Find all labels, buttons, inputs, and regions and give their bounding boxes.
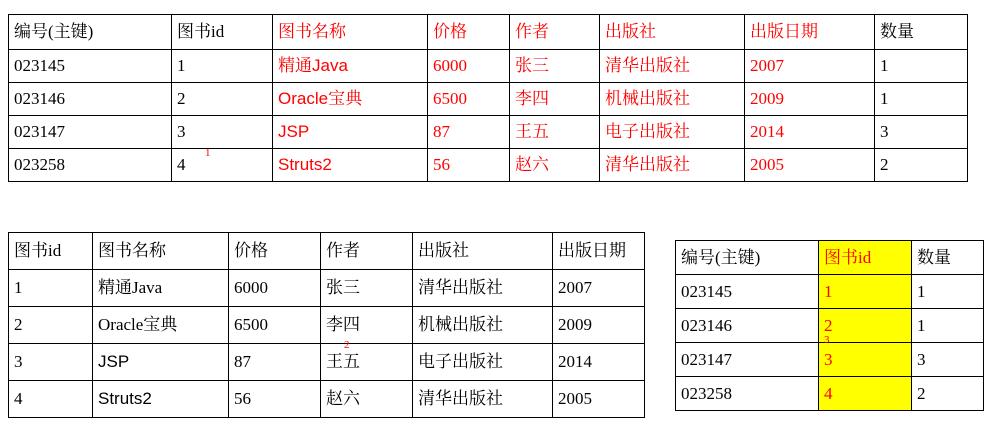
cell-book-id: 1 [819,275,912,309]
table-row [9,270,645,307]
stock-table-container [675,240,984,411]
cell-id: 023258 [9,149,172,182]
cell-author: 赵六 [510,149,600,182]
column-header: 图书名称 [93,233,229,270]
table-row [676,377,984,411]
cell-quantity: 3 [912,343,984,377]
cell-publisher: 清华出版社 [600,149,745,182]
cell-publish-date: 2007 [745,50,875,83]
cell-quantity: 1 [875,83,968,116]
column-header: 价格 [229,233,321,270]
books-table-container [8,232,645,418]
cell-id: 023145 [9,50,172,83]
cell-book-name: Struts2 [93,381,229,418]
books-table [8,232,645,418]
column-header: 编号(主键) [676,241,819,275]
table-row [9,83,968,116]
cell-book-name: JSP [273,116,428,149]
cell-book-name: Oracle宝典 [273,83,428,116]
cell-quantity: 1 [912,275,984,309]
cell-publish-date: 2014 [745,116,875,149]
cell-book-name: Struts2 [273,149,428,182]
cell-price: 6000 [229,270,321,307]
cell-id: 023147 [9,116,172,149]
combined-table-container [8,14,968,182]
column-header: 图书id [172,15,273,50]
table-row [9,149,968,182]
table-header-row [676,241,984,275]
cell-id: 023258 [676,377,819,411]
table-header-row [9,233,645,270]
cell-book-name: JSP [93,344,229,381]
cell-id: 023146 [676,309,819,343]
cell-publish-date: 2005 [553,381,645,418]
cell-publish-date: 2009 [745,83,875,116]
cell-publisher: 机械出版社 [600,83,745,116]
cell-author: 赵六 [321,381,413,418]
table-header-row [9,15,968,50]
column-header: 数量 [912,241,984,275]
cell-quantity: 1 [875,50,968,83]
cell-author: 王五 [321,344,413,381]
cell-price: 87 [428,116,510,149]
cell-publisher: 清华出版社 [413,381,553,418]
annotation-mark-1: 1 [205,147,211,159]
column-header: 出版社 [600,15,745,50]
stock-table [675,240,984,411]
cell-book-id: 3 [819,343,912,377]
cell-book-name: 精通Java [93,270,229,307]
cell-book-name: Oracle宝典 [93,307,229,344]
table-row [676,275,984,309]
cell-book-id: 2 [819,309,912,343]
table-row [9,381,645,418]
column-header: 出版社 [413,233,553,270]
cell-author: 张三 [510,50,600,83]
column-header: 作者 [510,15,600,50]
column-header: 图书id [9,233,93,270]
cell-price: 6500 [229,307,321,344]
cell-quantity: 1 [912,309,984,343]
cell-quantity: 3 [875,116,968,149]
cell-publish-date: 2007 [553,270,645,307]
cell-publisher: 电子出版社 [413,344,553,381]
table-row [9,344,645,381]
cell-id: 023146 [9,83,172,116]
table-row [676,343,984,377]
combined-table [8,14,968,182]
cell-price: 56 [229,381,321,418]
cell-book-id: 3 [9,344,93,381]
cell-author: 张三 [321,270,413,307]
cell-publisher: 清华出版社 [413,270,553,307]
column-header: 价格 [428,15,510,50]
table-row [9,116,968,149]
cell-id: 023145 [676,275,819,309]
cell-book-id: 4 [172,149,273,182]
cell-publisher: 电子出版社 [600,116,745,149]
cell-quantity: 2 [912,377,984,411]
column-header: 数量 [875,15,968,50]
cell-publish-date: 2005 [745,149,875,182]
cell-price: 87 [229,344,321,381]
column-header: 出版日期 [745,15,875,50]
column-header-foreign-key: 图书id [819,241,912,275]
cell-quantity: 2 [875,149,968,182]
cell-book-name: 精通Java [273,50,428,83]
cell-book-id: 2 [172,83,273,116]
table-row [9,307,645,344]
cell-book-id: 1 [172,50,273,83]
annotation-mark-3: 3 [824,334,830,346]
cell-book-id: 4 [9,381,93,418]
cell-book-id: 1 [9,270,93,307]
cell-publisher: 清华出版社 [600,50,745,83]
cell-publish-date: 2009 [553,307,645,344]
column-header: 作者 [321,233,413,270]
cell-book-id: 4 [819,377,912,411]
cell-book-id: 2 [9,307,93,344]
annotation-mark-2: 2 [344,339,350,351]
cell-author: 李四 [510,83,600,116]
cell-price: 6500 [428,83,510,116]
column-header: 编号(主键) [9,15,172,50]
cell-price: 56 [428,149,510,182]
cell-author: 王五 [510,116,600,149]
cell-author: 李四 [321,307,413,344]
cell-price: 6000 [428,50,510,83]
cell-book-id: 3 [172,116,273,149]
table-row [9,50,968,83]
cell-publisher: 机械出版社 [413,307,553,344]
cell-publish-date: 2014 [553,344,645,381]
cell-id: 023147 [676,343,819,377]
column-header: 图书名称 [273,15,428,50]
column-header: 出版日期 [553,233,645,270]
